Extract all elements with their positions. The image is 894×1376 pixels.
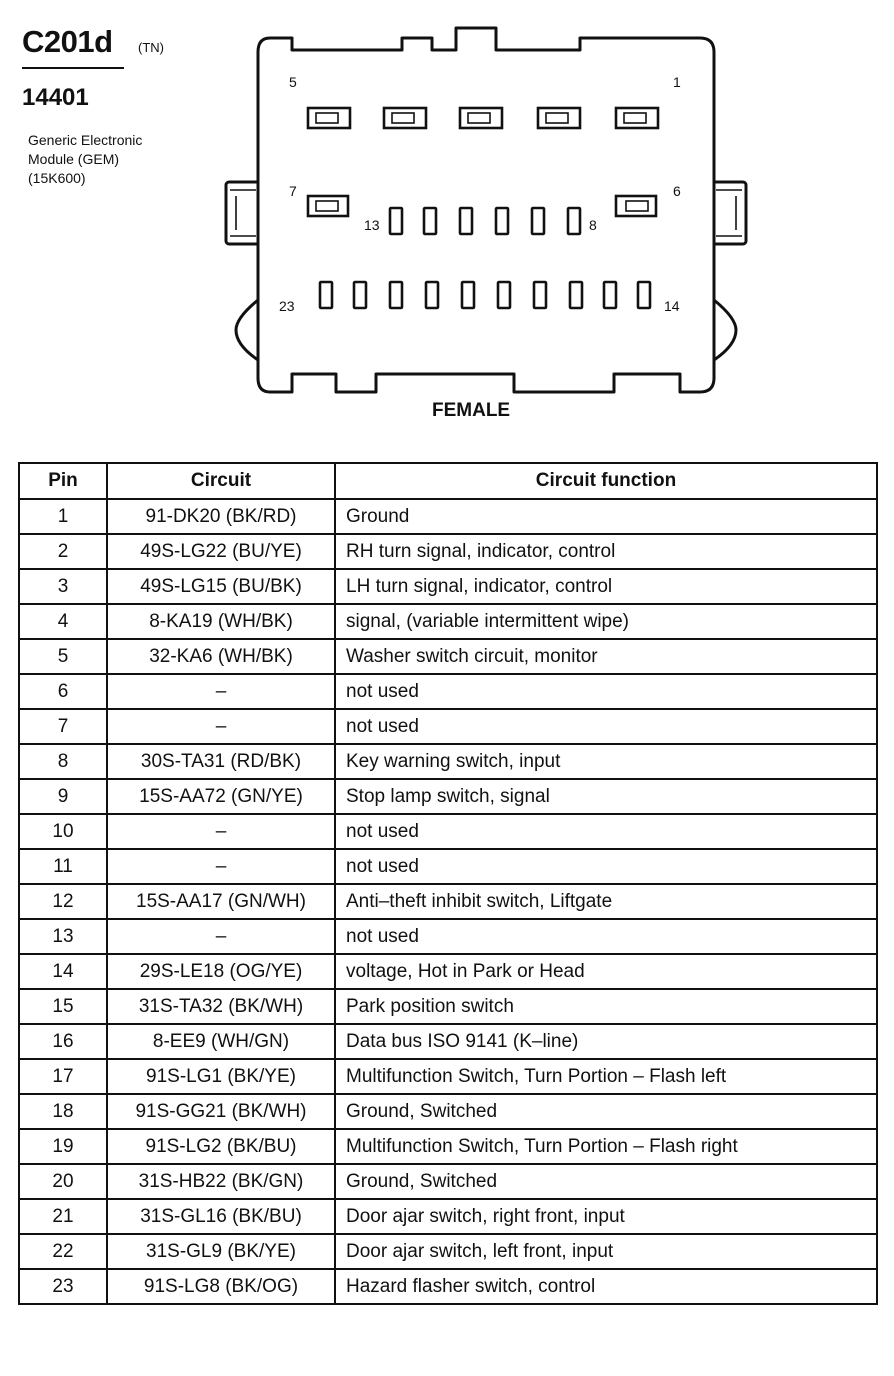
table-row <box>19 814 877 849</box>
function-cell: Hazard flasher switch, control <box>335 1269 877 1304</box>
cavity-label: 1 <box>673 74 681 90</box>
pin-cell: 3 <box>19 569 107 604</box>
table-row <box>19 1129 877 1164</box>
function-cell: Ground, Switched <box>335 1164 877 1199</box>
pin-cell: 8 <box>19 744 107 779</box>
table-row <box>19 779 877 814</box>
function-cell: not used <box>335 814 877 849</box>
circuit-cell: 32-KA6 (WH/BK) <box>107 639 335 674</box>
right-boss <box>714 300 736 360</box>
circuit-cell: 31S-TA32 (BK/WH) <box>107 989 335 1024</box>
cavity <box>308 196 348 216</box>
table-row <box>19 499 877 534</box>
pin-cell: 21 <box>19 1199 107 1234</box>
table-row <box>19 744 877 779</box>
function-cell: Data bus ISO 9141 (K–line) <box>335 1024 877 1059</box>
table-row <box>19 1199 877 1234</box>
function-cell: not used <box>335 709 877 744</box>
cavity <box>616 108 658 128</box>
function-cell: LH turn signal, indicator, control <box>335 569 877 604</box>
pin-cell: 9 <box>19 779 107 814</box>
function-cell: signal, (variable intermittent wipe) <box>335 604 877 639</box>
function-cell: Multifunction Switch, Turn Portion – Flash right <box>335 1129 877 1164</box>
circuit-cell: 15S-AA72 (GN/YE) <box>107 779 335 814</box>
function-cell: Stop lamp switch, signal <box>335 779 877 814</box>
cavity <box>308 108 350 128</box>
circuit-cell: – <box>107 709 335 744</box>
table-row <box>19 919 877 954</box>
circuit-cell: 30S-TA31 (RD/BK) <box>107 744 335 779</box>
cavity <box>538 108 580 128</box>
column-header-circuit: Circuit <box>107 463 335 499</box>
function-cell: not used <box>335 674 877 709</box>
cavity-label: 6 <box>673 183 681 199</box>
cavity-label: 13 <box>364 217 380 233</box>
pin-cell: 4 <box>19 604 107 639</box>
circuit-cell: – <box>107 919 335 954</box>
pin-cell: 14 <box>19 954 107 989</box>
description-line: Generic Electronic <box>28 132 143 148</box>
view-label: FEMALE <box>432 400 511 421</box>
table-row <box>19 534 877 569</box>
circuit-cell: 31S-GL9 (BK/YE) <box>107 1234 335 1269</box>
function-cell: Anti–theft inhibit switch, Liftgate <box>335 884 877 919</box>
table-row <box>19 1094 877 1129</box>
table-row <box>19 1234 877 1269</box>
circuit-cell: 91-DK20 (BK/RD) <box>107 499 335 534</box>
circuit-cell: 49S-LG15 (BU/BK) <box>107 569 335 604</box>
table-row <box>19 1059 877 1094</box>
circuit-cell: 91S-GG21 (BK/WH) <box>107 1094 335 1129</box>
circuit-cell: 15S-AA17 (GN/WH) <box>107 884 335 919</box>
circuit-cell: 91S-LG1 (BK/YE) <box>107 1059 335 1094</box>
column-header-pin: Pin <box>19 463 107 499</box>
table-row <box>19 989 877 1024</box>
table-row <box>19 674 877 709</box>
table-row <box>19 604 877 639</box>
pin-cell: 13 <box>19 919 107 954</box>
function-cell: not used <box>335 919 877 954</box>
cavity-label: 7 <box>289 183 297 199</box>
table-row <box>19 884 877 919</box>
function-cell: Key warning switch, input <box>335 744 877 779</box>
cavity-label: 8 <box>589 217 597 233</box>
table-row <box>19 954 877 989</box>
pin-cell: 6 <box>19 674 107 709</box>
table-row <box>19 1164 877 1199</box>
function-cell: Multifunction Switch, Turn Portion – Flash left <box>335 1059 877 1094</box>
table-row <box>19 569 877 604</box>
connector-face-diagram <box>0 0 894 400</box>
pin-cell: 23 <box>19 1269 107 1304</box>
cavity-label: 14 <box>664 298 680 314</box>
function-cell: Washer switch circuit, monitor <box>335 639 877 674</box>
circuit-cell: 31S-HB22 (BK/GN) <box>107 1164 335 1199</box>
pin-cell: 12 <box>19 884 107 919</box>
pin-cell: 18 <box>19 1094 107 1129</box>
cavity <box>616 196 656 216</box>
pin-cell: 5 <box>19 639 107 674</box>
function-cell: Park position switch <box>335 989 877 1024</box>
circuit-cell: – <box>107 674 335 709</box>
function-cell: Door ajar switch, right front, input <box>335 1199 877 1234</box>
description-line: (15K600) <box>28 170 86 186</box>
pin-cell: 11 <box>19 849 107 884</box>
circuit-cell: 49S-LG22 (BU/YE) <box>107 534 335 569</box>
table-row <box>19 709 877 744</box>
function-cell: RH turn signal, indicator, control <box>335 534 877 569</box>
cavity-label: 23 <box>279 298 295 314</box>
pin-cell: 20 <box>19 1164 107 1199</box>
circuit-cell: 8-KA19 (WH/BK) <box>107 604 335 639</box>
table-header-row <box>19 463 877 499</box>
pin-cell: 7 <box>19 709 107 744</box>
pin-cell: 19 <box>19 1129 107 1164</box>
pin-cell: 1 <box>19 499 107 534</box>
table-row <box>19 1269 877 1304</box>
function-cell: Door ajar switch, left front, input <box>335 1234 877 1269</box>
pin-cell: 17 <box>19 1059 107 1094</box>
function-cell: Ground <box>335 499 877 534</box>
description-line: Module (GEM) <box>28 151 120 167</box>
function-cell: voltage, Hot in Park or Head <box>335 954 877 989</box>
left-boss <box>236 300 258 360</box>
connector-variant: (TN) <box>138 40 164 55</box>
circuit-cell: – <box>107 849 335 884</box>
connector-id: C201d <box>22 24 113 59</box>
function-cell: not used <box>335 849 877 884</box>
pin-cell: 15 <box>19 989 107 1024</box>
function-cell: Ground, Switched <box>335 1094 877 1129</box>
circuit-cell: 8-EE9 (WH/GN) <box>107 1024 335 1059</box>
table-row <box>19 1024 877 1059</box>
pin-cell: 22 <box>19 1234 107 1269</box>
table-row <box>19 849 877 884</box>
left-latch <box>226 182 260 244</box>
table-row <box>19 639 877 674</box>
circuit-cell: – <box>107 814 335 849</box>
circuit-cell: 29S-LE18 (OG/YE) <box>107 954 335 989</box>
circuit-cell: 31S-GL16 (BK/BU) <box>107 1199 335 1234</box>
pin-cell: 10 <box>19 814 107 849</box>
part-number: 14401 <box>22 84 89 111</box>
column-header-function: Circuit function <box>335 463 877 499</box>
pin-cell: 2 <box>19 534 107 569</box>
circuit-cell: 91S-LG8 (BK/OG) <box>107 1269 335 1304</box>
right-latch <box>712 182 746 244</box>
pin-cell: 16 <box>19 1024 107 1059</box>
cavity <box>460 108 502 128</box>
pinout-table <box>18 462 878 1305</box>
cavity-label: 5 <box>289 74 297 90</box>
circuit-cell: 91S-LG2 (BK/BU) <box>107 1129 335 1164</box>
cavity <box>384 108 426 128</box>
